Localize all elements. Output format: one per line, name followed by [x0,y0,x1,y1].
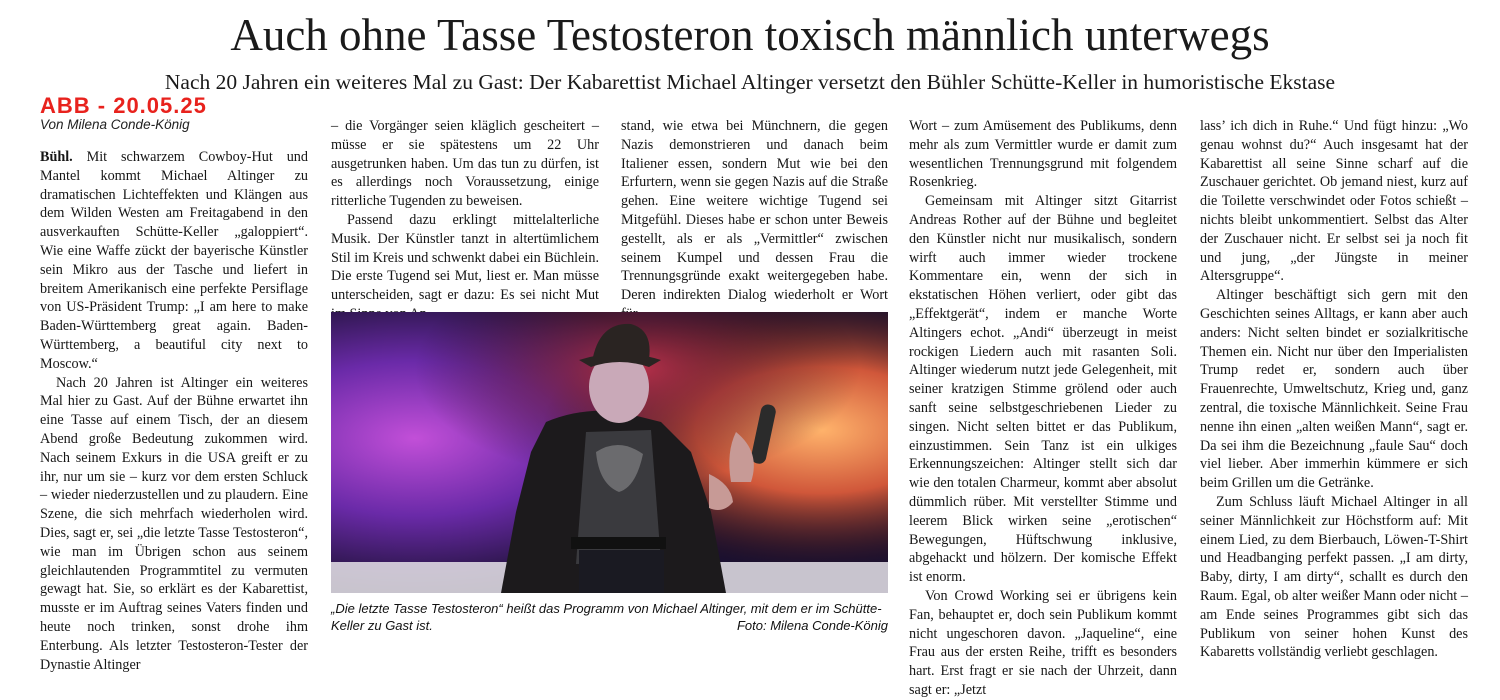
headline: Auch ohne Tasse Testosteron toxisch männlich unterwegs [230,10,1270,60]
paragraph: lass’ ich dich in Ruhe.“ Und fügt hinzu: „Wo genau wohnst du?“ Auch insgesamt hat der Kabarettist all seine Sinne scharf auf die Zuschauer gerichtet. Ob jemand niest, kurz auf die Toilette verschwindet oder Fotos schießt – nichts bleibt unkommentiert. Selbst das Alter der Zuschauer nicht. Er selbst sei ja noch fit und jung, „der Jüngste in meiner Altersgruppe“. [1200,118,1468,285]
paragraph: Wort – zum Amüsement des Publikums, denn mehr als zum Vermittler wurde er damit zum wesentlichen Trennungsgrund mit folgendem Rosenkrieg. [909,118,1177,191]
paragraph: stand, wie etwa bei Münchnern, die gegen Nazis demonstrieren und danach beim Italiener essen, sondern Mut wie bei den Erfurtern, wenn sie gegen Nazis auf die Straße gehen. Eine weitere wichtige Tugend sei Mitgefühl. Dieses habe er schon unter Beweis gestellt, als er als „Vermittler“ zwischen seinem Kumpel und dessen Frau die Trennungsgründe exakt weitergegeben habe. Deren indirekten Dialog wiederholt er Wort [621,118,888,304]
article-column-1 [40,148,308,674]
subheadline: Nach 20 Jahren ein weiteres Mal zu Gast: Der Kabarettist Michael Altinger versetzt den Bühler Schütte-Keller in humoristische Ekstase [164,70,1336,94]
article-column-4 [909,117,1177,700]
paragraph: Passend dazu erklingt mittelalterliche Musik. Der Künstler tanzt in altertümlichem Stil im Kreis und schwenkt dabei ein Büchlein. Die erste Tugend sei Mut, liest er. Man müsse unterscheiden, sagt er dazu: Es sei nicht Mut [331,211,599,304]
paragraph: Altinger beschäftigt sich gern mit den Geschichten seines Alltags, er kann aber auch anders: Nicht selten bindet er sozialkritische Themen ein. Nicht nur über den Imperialisten Trump redet er, sondern auch über Frauenrechte, Umweltschutz, Krieg und, ganz zentral, die toxische Männlichkeit. Seine Frau nenne ihn einen „alten weißen Mann“, sagt er. Da sei ihm die Bezeichnung „faule Sau“ doch viel lieber. Aber immerhin kümmere er sich beim Grillen um die Getränke. [1200,287,1468,492]
article-column-3 [621,117,888,324]
article-photo [331,312,888,593]
paragraph [40,148,308,374]
performer-photo-illustration [331,312,888,593]
photo-credit: Foto: Milena Conde-König [736,618,888,633]
paragraph: Gemeinsam mit Altinger sitzt Gitarrist Andreas Rother auf der Bühne und begleitet den Künstler nicht nur musikalisch, sondern wirft auch immer wieder trockene Kommentare ein, wenn der sich in ekstatischen Höhen verliert, oder gibt das „Effektgerät“, indem er manche Worte Altingers echot. „Andi“ überzeugt in meist rockigen Liedern auch mit rasanten Soli. Altinger wiederum nutzt jede Gelegenheit, mit seiner kratzigen Stimme grölend oder auch sanft seine selbstgeschriebenen Lieder zu singen. Nicht selten bittet er das Publikum, einzustimmen. Sein Tanz ist ein ulkiges Erkennungszeichen: Altinger stellt sich dar wie den totalen Charmeur, kommt aber absolut dümmlich rüber. Mit verstellter Stimme und leerem Blick wirken seine „erotischen“ Bewegungen, Hüftschwung inklusive, abgehackt und hölzern. Der komische Effekt ist enorm. [909,193,1177,586]
dateline: Bühl. [40,149,73,165]
caption-text: „Die letzte Tasse Testosteron“ heißt das Programm von Michael Altinger, mit dem er im Schütte-Keller zu Gast ist. [331,601,882,633]
paragraph: Zum Schluss läuft Michael Altinger in all seiner Männlichkeit zur Höchstform auf: Mit einem Lied, zu dem Bierbauch, Löwen-T-Shirt und Headbanging perfekt passen. „I am dirty, Baby, dirty, I am dirty“, schallt es durch den Raum. Egal, ob alter weißer Mann oder nicht – am Ende seines Programmes gibt sich das Publikum von seiner hohen Kunst des Kabaretts vollständig verliebt geschlagen. [1200,493,1468,661]
article-column-2 [331,117,599,324]
paragraph-text: Mit schwarzem Cowboy-Hut und Mantel kommt Michael Altinger zu dramatischen Lichteffekten und Klängen aus dem Wilden Westen am Freitagabend in den ausverkauften Schütte-Keller „galoppiert“. Wie eine Waffe zückt der bayerische Künstler sein Mikro aus der Tasche und liefert in breitem Amerikanisch eine perfekte Persiflage von US-Präsident Trump: „I am here to make Baden-Württemberg great again. Baden-Württemberg, a beautiful city next to Moscow.“ [40,149,308,372]
paragraph: – die Vorgänger seien kläglich gescheitert – müsse er sie spätestens um 22 Uhr ausgetrunken haben. Um das tun zu dürfen, ist es allerdings noch Voraussetzung, einige ritterliche Tugenden zu beweisen. [331,118,599,210]
paragraph: Von Crowd Working sei er übrigens kein Fan, behauptet er, doch sein Publikum kommt nicht ungeschoren davon. „Jaqueline“, eine Frau aus der ersten Reihe, trifft es besonders hart. Erst fragt er sie nach der Uhrzeit, dann sagt er: „Jetzt [909,587,1177,698]
date-stamp: ABB - 20.05.25 [40,93,207,118]
paragraph: Nach 20 Jahren ist Altinger ein weiteres Mal hier zu Gast. Auf der Bühne erwartet ihn eine Tasse auf einem Tisch, der an diesem Abend große Bedeutung zukommen wird. Nach seinem Exkurs in die USA greift er zu ihr, nur um sie – kurz vor dem ersten Schluck – wieder niederzustellen und zu plaudern. Eine Szene, die sich mehrfach wiederholen wird. Dies, sagt er, sei „die letzte Tasse Testosteron“, wie man im Übrigen schon aus seinem gleichlautenden Programmtitel zu vermuten gewagt hat. Sie, so erklärt es der Kabarettist, musste er im Auftrag seines Vaters finden und heute noch trinken, sonst drohe ihm Enterbung. Als letzter Testosteron-Tester der Dynastie Altinger [40,374,308,673]
photo-caption [331,600,888,634]
byline: Von Milena Conde-König [40,117,190,132]
article-column-5 [1200,117,1468,662]
